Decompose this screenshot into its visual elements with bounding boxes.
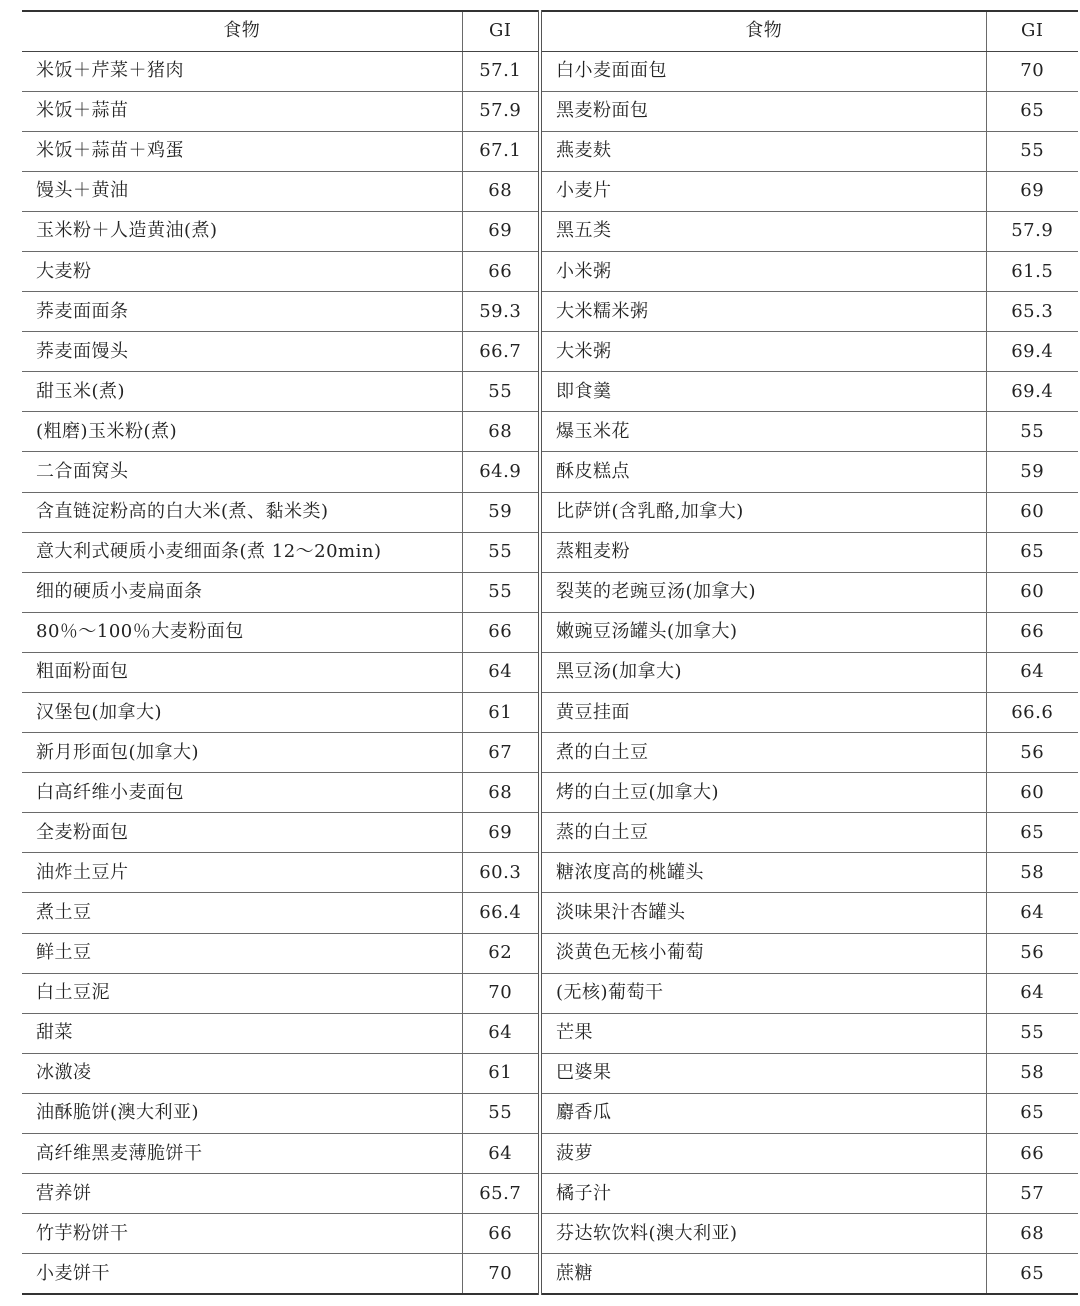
header-gi-left: GI bbox=[462, 11, 540, 51]
gi-value-right: 56 bbox=[986, 733, 1078, 773]
gi-value-left: 62 bbox=[462, 933, 540, 973]
gi-value-right: 65 bbox=[986, 813, 1078, 853]
gi-value-right: 60 bbox=[986, 492, 1078, 532]
gi-value-left: 68 bbox=[462, 773, 540, 813]
gi-value-left: 69 bbox=[462, 211, 540, 251]
food-name-left: 细的硬质小麦扁面条 bbox=[22, 572, 462, 612]
food-name-right: 芬达软饮料(澳大利亚) bbox=[540, 1214, 986, 1254]
gi-value-left: 59 bbox=[462, 492, 540, 532]
gi-value-right: 64 bbox=[986, 893, 1078, 933]
food-name-left: 汉堡包(加拿大) bbox=[22, 693, 462, 733]
food-name-right: 酥皮糕点 bbox=[540, 452, 986, 492]
gi-value-left: 67.1 bbox=[462, 131, 540, 171]
gi-value-right: 55 bbox=[986, 131, 1078, 171]
gi-value-left: 68 bbox=[462, 412, 540, 452]
table-row bbox=[22, 452, 1078, 492]
gi-value-right: 58 bbox=[986, 1053, 1078, 1093]
food-name-left: 油酥脆饼(澳大利亚) bbox=[22, 1093, 462, 1133]
food-name-right: 燕麦麸 bbox=[540, 131, 986, 171]
gi-value-left: 59.3 bbox=[462, 292, 540, 332]
gi-value-left: 57.1 bbox=[462, 51, 540, 91]
gi-value-right: 66 bbox=[986, 612, 1078, 652]
food-name-left: 米饭＋蒜苗 bbox=[22, 91, 462, 131]
header-food-left: 食物 bbox=[22, 11, 462, 51]
food-name-right: 蔗糖 bbox=[540, 1254, 986, 1294]
table-row bbox=[22, 893, 1078, 933]
food-name-right: 黑麦粉面包 bbox=[540, 91, 986, 131]
table-row bbox=[22, 572, 1078, 612]
gi-value-right: 60 bbox=[986, 572, 1078, 612]
table-row bbox=[22, 1134, 1078, 1174]
table-row bbox=[22, 933, 1078, 973]
gi-value-right: 65 bbox=[986, 1093, 1078, 1133]
header-gi-right: GI bbox=[986, 11, 1078, 51]
gi-value-right: 69 bbox=[986, 171, 1078, 211]
gi-value-right: 65 bbox=[986, 532, 1078, 572]
food-name-left: 全麦粉面包 bbox=[22, 813, 462, 853]
food-name-right: 大米粥 bbox=[540, 332, 986, 372]
gi-value-right: 55 bbox=[986, 412, 1078, 452]
gi-value-left: 55 bbox=[462, 1093, 540, 1133]
table-row bbox=[22, 652, 1078, 692]
gi-value-left: 68 bbox=[462, 171, 540, 211]
food-name-right: 蒸的白土豆 bbox=[540, 813, 986, 853]
table-row bbox=[22, 292, 1078, 332]
food-name-left: 煮土豆 bbox=[22, 893, 462, 933]
food-name-left: 玉米粉＋人造黄油(煮) bbox=[22, 211, 462, 251]
table-row bbox=[22, 853, 1078, 893]
gi-value-left: 66 bbox=[462, 251, 540, 291]
gi-value-left: 64 bbox=[462, 1134, 540, 1174]
gi-value-left: 66.7 bbox=[462, 332, 540, 372]
food-name-left: 甜菜 bbox=[22, 1013, 462, 1053]
gi-value-right: 66 bbox=[986, 1134, 1078, 1174]
food-name-right: 糖浓度高的桃罐头 bbox=[540, 853, 986, 893]
food-name-left: 鲜土豆 bbox=[22, 933, 462, 973]
food-name-right: 淡味果汁杏罐头 bbox=[540, 893, 986, 933]
gi-value-left: 70 bbox=[462, 973, 540, 1013]
food-name-left: 小麦饼干 bbox=[22, 1254, 462, 1294]
table-row bbox=[22, 211, 1078, 251]
food-name-left: 新月形面包(加拿大) bbox=[22, 733, 462, 773]
table-row bbox=[22, 813, 1078, 853]
gi-value-left: 64 bbox=[462, 652, 540, 692]
gi-value-right: 65.3 bbox=[986, 292, 1078, 332]
food-name-left: 粗面粉面包 bbox=[22, 652, 462, 692]
food-name-right: 芒果 bbox=[540, 1013, 986, 1053]
food-name-left: 高纤维黑麦薄脆饼干 bbox=[22, 1134, 462, 1174]
gi-value-left: 55 bbox=[462, 372, 540, 412]
gi-table bbox=[22, 10, 1078, 1295]
food-name-right: 黑五类 bbox=[540, 211, 986, 251]
gi-value-left: 65.7 bbox=[462, 1174, 540, 1214]
table-row bbox=[22, 1013, 1078, 1053]
gi-value-right: 65 bbox=[986, 1254, 1078, 1294]
gi-value-right: 69.4 bbox=[986, 332, 1078, 372]
gi-value-left: 57.9 bbox=[462, 91, 540, 131]
gi-value-right: 59 bbox=[986, 452, 1078, 492]
gi-value-left: 67 bbox=[462, 733, 540, 773]
table-body bbox=[22, 51, 1078, 1294]
gi-value-left: 61 bbox=[462, 1053, 540, 1093]
food-name-right: 黄豆挂面 bbox=[540, 693, 986, 733]
table-row bbox=[22, 1093, 1078, 1133]
table-row bbox=[22, 131, 1078, 171]
header-row bbox=[22, 11, 1078, 51]
table-row bbox=[22, 1174, 1078, 1214]
table-row bbox=[22, 532, 1078, 572]
food-name-right: 黑豆汤(加拿大) bbox=[540, 652, 986, 692]
food-name-right: 橘子汁 bbox=[540, 1174, 986, 1214]
food-name-left: (粗磨)玉米粉(煮) bbox=[22, 412, 462, 452]
table-row bbox=[22, 973, 1078, 1013]
table-row bbox=[22, 1214, 1078, 1254]
food-name-right: 裂荚的老豌豆汤(加拿大) bbox=[540, 572, 986, 612]
food-name-right: 淡黄色无核小葡萄 bbox=[540, 933, 986, 973]
food-name-left: 米饭＋蒜苗＋鸡蛋 bbox=[22, 131, 462, 171]
food-name-left: 白土豆泥 bbox=[22, 973, 462, 1013]
table-row bbox=[22, 773, 1078, 813]
gi-value-right: 56 bbox=[986, 933, 1078, 973]
table-row bbox=[22, 372, 1078, 412]
food-name-left: 馒头＋黄油 bbox=[22, 171, 462, 211]
food-name-right: 巴婆果 bbox=[540, 1053, 986, 1093]
gi-value-left: 66 bbox=[462, 1214, 540, 1254]
gi-value-right: 61.5 bbox=[986, 251, 1078, 291]
food-name-right: 比萨饼(含乳酪,加拿大) bbox=[540, 492, 986, 532]
gi-value-right: 66.6 bbox=[986, 693, 1078, 733]
food-name-right: 煮的白土豆 bbox=[540, 733, 986, 773]
table-row bbox=[22, 733, 1078, 773]
header-food-right: 食物 bbox=[540, 11, 986, 51]
food-name-left: 大麦粉 bbox=[22, 251, 462, 291]
food-name-right: 爆玉米花 bbox=[540, 412, 986, 452]
food-name-right: 小米粥 bbox=[540, 251, 986, 291]
table-row bbox=[22, 693, 1078, 733]
gi-value-left: 70 bbox=[462, 1254, 540, 1294]
table-row bbox=[22, 91, 1078, 131]
food-name-right: 小麦片 bbox=[540, 171, 986, 211]
gi-value-right: 68 bbox=[986, 1214, 1078, 1254]
gi-value-left: 69 bbox=[462, 813, 540, 853]
gi-value-right: 57 bbox=[986, 1174, 1078, 1214]
gi-value-left: 64 bbox=[462, 1013, 540, 1053]
food-name-left: 意大利式硬质小麦细面条(煮 12～20min) bbox=[22, 532, 462, 572]
food-name-right: (无核)葡萄干 bbox=[540, 973, 986, 1013]
gi-value-left: 64.9 bbox=[462, 452, 540, 492]
table-row bbox=[22, 251, 1078, 291]
food-name-right: 即食羹 bbox=[540, 372, 986, 412]
food-name-right: 嫩豌豆汤罐头(加拿大) bbox=[540, 612, 986, 652]
table-row bbox=[22, 412, 1078, 452]
gi-value-left: 66 bbox=[462, 612, 540, 652]
food-name-right: 蒸粗麦粉 bbox=[540, 532, 986, 572]
gi-value-left: 55 bbox=[462, 572, 540, 612]
gi-value-right: 60 bbox=[986, 773, 1078, 813]
food-name-right: 麝香瓜 bbox=[540, 1093, 986, 1133]
gi-value-right: 57.9 bbox=[986, 211, 1078, 251]
table-row bbox=[22, 171, 1078, 211]
food-name-right: 大米糯米粥 bbox=[540, 292, 986, 332]
table-row bbox=[22, 1053, 1078, 1093]
food-name-right: 白小麦面面包 bbox=[540, 51, 986, 91]
food-name-left: 白高纤维小麦面包 bbox=[22, 773, 462, 813]
table-row bbox=[22, 332, 1078, 372]
food-name-left: 竹芋粉饼干 bbox=[22, 1214, 462, 1254]
table-row bbox=[22, 1254, 1078, 1294]
gi-value-right: 64 bbox=[986, 973, 1078, 1013]
food-name-left: 甜玉米(煮) bbox=[22, 372, 462, 412]
table-row bbox=[22, 612, 1078, 652]
food-name-left: 80％～100％大麦粉面包 bbox=[22, 612, 462, 652]
table-row bbox=[22, 51, 1078, 91]
gi-value-left: 55 bbox=[462, 532, 540, 572]
food-name-left: 二合面窝头 bbox=[22, 452, 462, 492]
gi-value-left: 66.4 bbox=[462, 893, 540, 933]
food-name-left: 冰激凌 bbox=[22, 1053, 462, 1093]
gi-value-right: 69.4 bbox=[986, 372, 1078, 412]
gi-value-right: 70 bbox=[986, 51, 1078, 91]
gi-value-right: 55 bbox=[986, 1013, 1078, 1053]
gi-value-right: 58 bbox=[986, 853, 1078, 893]
gi-value-right: 64 bbox=[986, 652, 1078, 692]
food-name-left: 油炸土豆片 bbox=[22, 853, 462, 893]
food-name-left: 含直链淀粉高的白大米(煮、黏米类) bbox=[22, 492, 462, 532]
food-name-left: 荞麦面馒头 bbox=[22, 332, 462, 372]
food-name-right: 烤的白土豆(加拿大) bbox=[540, 773, 986, 813]
food-name-left: 荞麦面面条 bbox=[22, 292, 462, 332]
gi-value-left: 60.3 bbox=[462, 853, 540, 893]
food-name-right: 菠萝 bbox=[540, 1134, 986, 1174]
food-name-left: 营养饼 bbox=[22, 1174, 462, 1214]
gi-value-right: 65 bbox=[986, 91, 1078, 131]
table-row bbox=[22, 492, 1078, 532]
food-name-left: 米饭＋芹菜＋猪肉 bbox=[22, 51, 462, 91]
gi-value-left: 61 bbox=[462, 693, 540, 733]
